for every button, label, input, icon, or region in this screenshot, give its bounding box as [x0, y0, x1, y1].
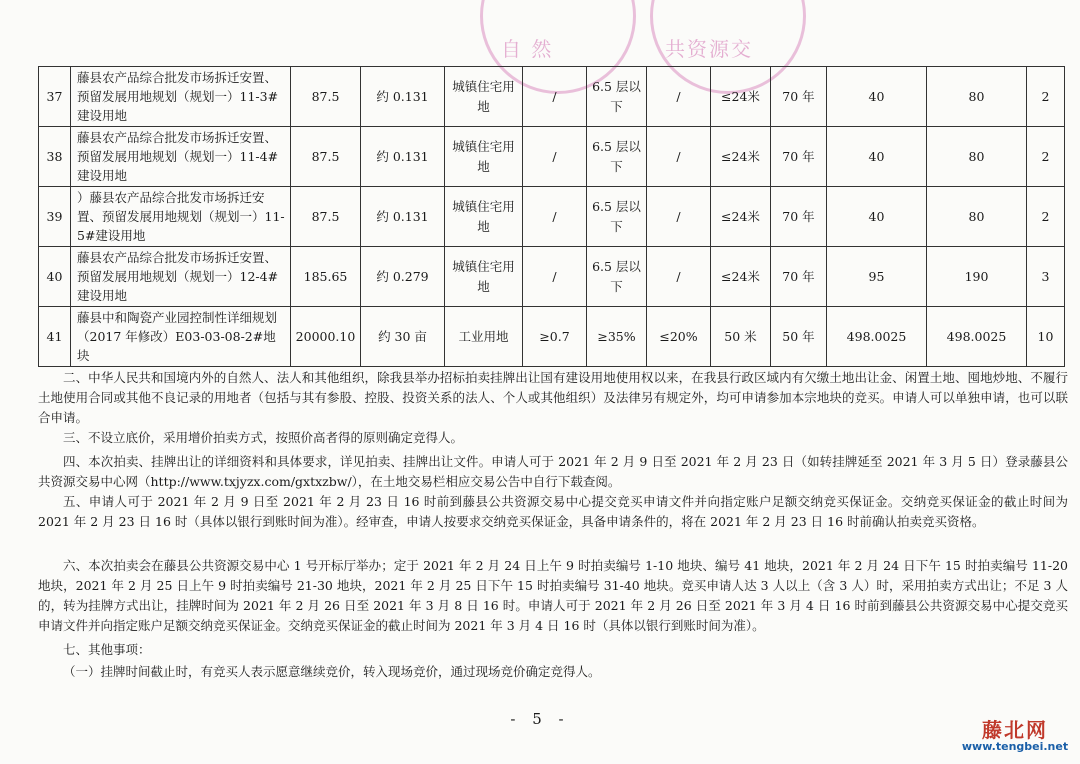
- cell-deposit: 80: [927, 67, 1027, 127]
- cell-limit: ≤24米: [711, 67, 771, 127]
- cell-height: 6.5 层以下: [587, 67, 647, 127]
- cell-use: 城镇住宅用地: [445, 187, 523, 247]
- cell-no: 39: [39, 187, 71, 247]
- cell-green: ≤20%: [647, 307, 711, 367]
- cell-mu: 约 0.131: [361, 67, 445, 127]
- cell-green: /: [647, 247, 711, 307]
- cell-name: 藤县中和陶瓷产业园控制性详细规划（2017 年修改）E03-03-08-2#地块: [71, 307, 291, 367]
- cell-deposit: 80: [927, 127, 1027, 187]
- cell-limit: ≤24米: [711, 247, 771, 307]
- paragraph-2: 二、中华人民共和国境内外的自然人、法人和其他组织，除我县举办招标拍卖挂牌出让国有建设用地使用权以来，在我县行政区域内有欠缴土地出让金、闲置土地、囤地炒地、不履行土地使用合同或其他不良记录的用地者（包括与其有参股、控股、投资关系的法人、个人或其他组织）及法律另有规定外，均可申请参加本宗地块的竞买。申请人可以单独申请，也可以联合申请。: [38, 370, 1068, 425]
- cell-ratio: /: [523, 187, 587, 247]
- land-parcel-table: [38, 66, 1065, 367]
- cell-increment: 10: [1027, 307, 1065, 367]
- cell-years: 70 年: [771, 187, 827, 247]
- cell-increment: 3: [1027, 247, 1065, 307]
- paragraph-4: 四、本次拍卖、挂牌出让的详细资料和具体要求，详见拍卖、挂牌出让文件。申请人可于 2021 年 2 月 9 日至 2021 年 2 月 23 日（如转挂牌延至 2021 年 3 月 5 日）登录藤县公共资源交易中心网（http://www.txjyzx.com/gxtxzbw/），在土地交易栏相应交易公告中自行下载查阅。: [38, 454, 1068, 489]
- cell-no: 38: [39, 127, 71, 187]
- cell-mu: 约 0.131: [361, 127, 445, 187]
- cell-name: 藤县农产品综合批发市场拆迁安置、预留发展用地规划（规划一）12-4#建设用地: [71, 247, 291, 307]
- cell-use: 城镇住宅用地: [445, 127, 523, 187]
- watermark-logo: 藤北网: [982, 718, 1048, 742]
- cell-ratio: ≥0.7: [523, 307, 587, 367]
- cell-name: 藤县农产品综合批发市场拆迁安置、预留发展用地规划（规划一）11-4#建设用地: [71, 127, 291, 187]
- cell-years: 70 年: [771, 67, 827, 127]
- cell-height: 6.5 层以下: [587, 187, 647, 247]
- cell-use: 城镇住宅用地: [445, 67, 523, 127]
- seal-text-right: 共资源交: [665, 37, 753, 61]
- paragraph-7: 七、其他事项：: [63, 642, 151, 657]
- cell-area: 87.5: [291, 187, 361, 247]
- cell-price: 40: [827, 187, 927, 247]
- cell-ratio: /: [523, 127, 587, 187]
- cell-height: 6.5 层以下: [587, 247, 647, 307]
- cell-green: /: [647, 127, 711, 187]
- cell-no: 40: [39, 247, 71, 307]
- watermark-url: www.tengbei.net: [961, 740, 1069, 753]
- page-number: - 5 -: [510, 710, 570, 728]
- cell-name: 藤县农产品综合批发市场拆迁安置、预留发展用地规划（规划一）11-3#建设用地: [71, 67, 291, 127]
- cell-area: 87.5: [291, 67, 361, 127]
- cell-years: 50 年: [771, 307, 827, 367]
- paragraph-5: 五、申请人可于 2021 年 2 月 9 日至 2021 年 2 月 23 日 16 时前到藤县公共资源交易中心提交竞买申请文件并向指定账户足额交纳竞买保证金。交纳竞买保证金的截止时间为 2021 年 2 月 23 日 16 时（具体以银行到账时间为准）。经审查，申请人按要求交纳竞买保证金，具备申请条件的，将在 2021 年 2 月 23 日 16 时前确认拍卖竞买资格。: [38, 494, 1068, 529]
- cell-ratio: /: [523, 67, 587, 127]
- cell-increment: 2: [1027, 187, 1065, 247]
- cell-years: 70 年: [771, 127, 827, 187]
- cell-increment: 2: [1027, 127, 1065, 187]
- cell-height: ≥35%: [587, 307, 647, 367]
- table-row: [39, 247, 1065, 307]
- cell-limit: 50 米: [711, 307, 771, 367]
- cell-price: 498.0025: [827, 307, 927, 367]
- cell-deposit: 80: [927, 187, 1027, 247]
- cell-increment: 2: [1027, 67, 1065, 127]
- cell-area: 185.65: [291, 247, 361, 307]
- cell-mu: 约 0.279: [361, 247, 445, 307]
- seal-text-left: 自 然: [501, 37, 554, 61]
- cell-limit: ≤24米: [711, 187, 771, 247]
- cell-height: 6.5 层以下: [587, 127, 647, 187]
- cell-deposit: 190: [927, 247, 1027, 307]
- cell-area: 20000.10: [291, 307, 361, 367]
- cell-price: 95: [827, 247, 927, 307]
- cell-mu: 约 30 亩: [361, 307, 445, 367]
- table-row: [39, 127, 1065, 187]
- table-row: [39, 67, 1065, 127]
- cell-ratio: /: [523, 247, 587, 307]
- cell-name: ）藤县农产品综合批发市场拆迁安置、预留发展用地规划（规划一）11-5#建设用地: [71, 187, 291, 247]
- cell-years: 70 年: [771, 247, 827, 307]
- paragraph-3: 三、不设立底价，采用增价拍卖方式，按照价高者得的原则确定竞得人。: [63, 430, 464, 445]
- cell-use: 城镇住宅用地: [445, 247, 523, 307]
- paragraph-7-1: （一）挂牌时间截止时，有竞买人表示愿意继续竞价，转入现场竞价，通过现场竞价确定竞得人。: [63, 664, 601, 679]
- cell-no: 41: [39, 307, 71, 367]
- cell-price: 40: [827, 127, 927, 187]
- cell-area: 87.5: [291, 127, 361, 187]
- cell-limit: ≤24米: [711, 127, 771, 187]
- cell-use: 工业用地: [445, 307, 523, 367]
- table-row: [39, 307, 1065, 367]
- cell-no: 37: [39, 67, 71, 127]
- table-row: [39, 187, 1065, 247]
- paragraph-6: 六、本次拍卖会在藤县公共资源交易中心 1 号开标厅举办；定于 2021 年 2 月 24 日上午 9 时拍卖编号 1-10 地块、编号 41 地块，2021 年 2 月 24 日下午 15 时拍卖编号 11-20 地块，2021 年 2 月 25 日上午 9 时拍卖编号 21-30 地块，2021 年 2 月 25 日下午 15 时拍卖编号 31-40 地块。竞买申请人达 3 人以上（含 3 人）时，采用拍卖方式出让；不足 3 人的，转为挂牌方式出让，挂牌时间为 2021 年 2 月 26 日至 2021 年 3 月 8 日 16 时。申请人可于 2021 年 2 月 26 日至 2021 年 3 月 4 日 16 时前到藤县公共资源交易中心提交竞买申请文件并向指定账户足额交纳竞买保证金。交纳竞买保证金的截止时间为 2021 年 3 月 4 日 16 时（具体以银行到账时间为准）。: [38, 558, 1068, 633]
- cell-price: 40: [827, 67, 927, 127]
- cell-deposit: 498.0025: [927, 307, 1027, 367]
- cell-mu: 约 0.131: [361, 187, 445, 247]
- cell-green: /: [647, 187, 711, 247]
- cell-green: /: [647, 67, 711, 127]
